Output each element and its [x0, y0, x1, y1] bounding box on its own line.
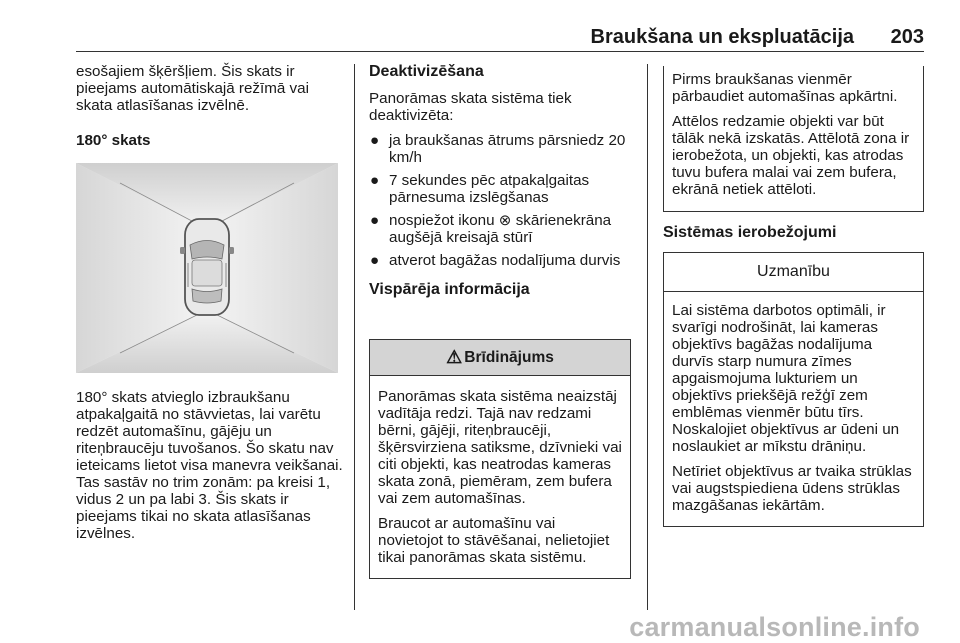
- column-1-body: [76, 389, 344, 542]
- camera-view-diagram: [76, 163, 338, 373]
- warning-body: [370, 376, 630, 566]
- caution-paragraph-1: Lai sistēma darbotos optimāli, ir svarīgi nodrošināt, lai kameras objektīvs bagāžas nodalījuma durvīs starp numura zīmes apgaismojuma lukturiem un objektīvs priekšējā režģī zem emblēmas vienmēr būtu tīrs. Noskalojiet objektīvus ar ūdeni un noslaukiet ar mīkstu drāniņu.: [672, 302, 900, 455]
- warning-box: [369, 339, 631, 579]
- column-divider-2: [647, 64, 648, 610]
- column-divider-1: [354, 64, 355, 610]
- list-item: ● 7 sekundes pēc atpakaļgaitas pārnesuma izslēgšanas: [370, 172, 590, 206]
- bullet-icon: ●: [370, 132, 380, 149]
- header-rule: [76, 51, 924, 52]
- body-text-180-view: 180° skats atvieglo izbraukšanu atpakaļgaitā no stāvvietas, lai varētu redzēt automašīnu, gājēju un riteņbraucēju tuvošanos. Šo skatu nav ieteicams lietot visa manevra veikšanai. Tas sastāv no trim zonām: pa kreisi 1, vidus 2 un pa labi 3. Šis skats ir pieejams tikai no skata atlasīšanas izvēlnes.: [76, 389, 343, 542]
- column-2: [369, 63, 633, 298]
- car-top-view-icon: [180, 219, 234, 315]
- warning-paragraph-1: Panorāmas skata sistēma neaizstāj vadītāja redzi. Tajā nav redzami bērni, gājēji, riteņbraucēji, šķērsvirziena satiksme, dzīvnieki vai citi objekti, kas neatrodas kameras skata zonā, piemēram, zem bufera vai zem automašīnas.: [378, 388, 622, 507]
- watermark: carmanualsonline.info: [629, 612, 920, 642]
- warning-paragraph-2: Braucot ar automašīnu vai novietojot to stāvēšanai, nelietojiet tikai panorāmas skata sistēmu.: [378, 515, 610, 566]
- list-item: ● nospiežot ikonu ⊗ skārienekrāna augšējā kreisajā stūrī: [370, 212, 612, 246]
- note-paragraph-2: Attēlos redzamie objekti var būt tālāk nekā izskatās. Attēlotā zona ir ierobežota, un objekti, kas atrodas tuvu bufera malai vai zem bufera, ekrānā netiek attēloti.: [672, 113, 910, 198]
- bullet-icon: ●: [370, 172, 380, 189]
- page-header: [76, 26, 924, 48]
- deactivation-intro: Panorāmas skata sistēma tiek deaktivizēta:: [369, 90, 572, 124]
- heading-deactivation: Deaktivizēšana: [369, 63, 484, 80]
- list-item: ● ja braukšanas ātrums pārsniedz 20 km/h: [370, 132, 626, 166]
- heading-general-info: Vispārēja informācija: [369, 281, 530, 298]
- caution-body: [664, 292, 923, 514]
- caution-header: Uzmanību: [664, 253, 923, 292]
- caution-box: [663, 252, 924, 527]
- bullet-icon: ●: [370, 212, 380, 229]
- warning-icon: ⚠: [446, 347, 463, 367]
- heading-system-limitations: Sistēmas ierobežojumi: [663, 224, 837, 241]
- column-1: [76, 63, 344, 149]
- list-item: ● atverot bagāžas nodalījuma durvis: [370, 252, 621, 269]
- caution-paragraph-2: Netīriet objektīvus ar tvaika strūklas vai augstspiediena ūdens strūklas mazgāšanas iekārtām.: [672, 463, 912, 514]
- section-title: Braukšana un ekspluatācija: [590, 26, 854, 48]
- deactivation-list: [369, 132, 633, 269]
- warning-title: Brīdinājums: [464, 348, 554, 366]
- page-number: 203: [890, 26, 924, 48]
- note-box: [663, 66, 924, 212]
- subheading-180-view: 180° skats: [76, 132, 151, 149]
- note-paragraph-1: Pirms braukšanas vienmēr pārbaudiet automašīnas apkārtni.: [672, 71, 898, 105]
- intro-text: esošajiem šķēršļiem. Šis skats ir pieejams automātiskajā režīmā vai skata atlasīšanas izvēlnē.: [76, 63, 309, 114]
- warning-header: [370, 339, 630, 376]
- bullet-icon: ●: [370, 252, 380, 269]
